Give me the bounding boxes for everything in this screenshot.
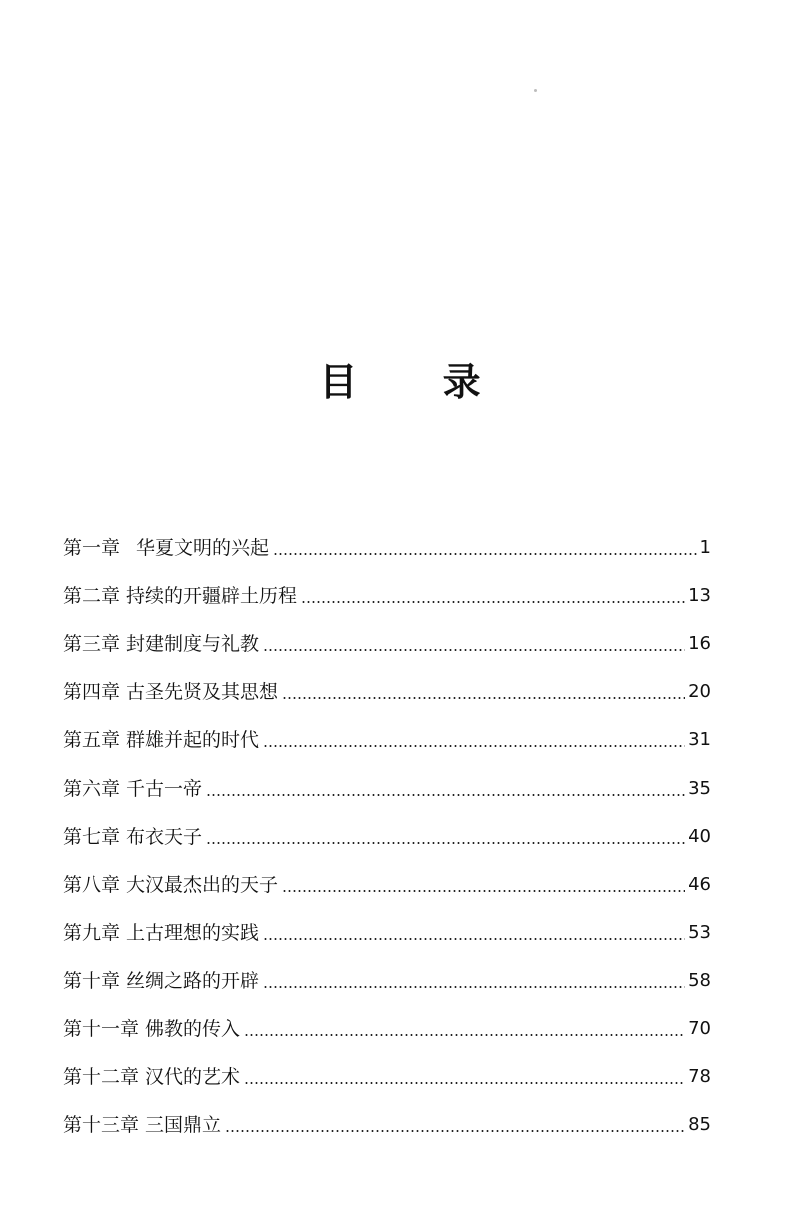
chapter-number: 第二章 — [63, 585, 121, 608]
page-number: 16 — [688, 633, 711, 655]
dot-leader — [263, 986, 685, 988]
chapter-title: 古圣先贤及其思想 — [126, 681, 279, 704]
toc-list — [63, 514, 711, 1139]
dot-leader — [206, 794, 685, 796]
page-number: 35 — [688, 777, 711, 799]
chapter-title: 三国鼎立 — [145, 1114, 222, 1137]
page-number: 1 — [699, 537, 711, 559]
dot-leader — [273, 553, 697, 555]
dot-leader — [244, 1082, 685, 1084]
chapter-number: 第六章 — [63, 777, 121, 800]
dot-leader — [263, 649, 685, 651]
chapter-title: 丝绸之路的开辟 — [126, 969, 260, 992]
dot-leader — [206, 842, 685, 844]
chapter-title: 封建制度与礼教 — [126, 633, 260, 656]
page-number: 58 — [688, 969, 711, 991]
chapter-number: 第十三章 — [63, 1114, 140, 1137]
toc-entry[interactable] — [63, 610, 711, 658]
toc-entry[interactable] — [63, 754, 711, 802]
chapter-number: 第十一章 — [63, 1018, 140, 1041]
chapter-number: 第十二章 — [63, 1066, 140, 1089]
page-number: 46 — [688, 873, 711, 895]
dot-leader — [282, 890, 685, 892]
toc-entry[interactable] — [63, 514, 711, 562]
toc-entry[interactable] — [63, 803, 711, 851]
page-number: 70 — [688, 1018, 711, 1040]
chapter-title: 上古理想的实践 — [126, 921, 260, 944]
chapter-title: 佛教的传入 — [145, 1018, 241, 1041]
page-number: 85 — [688, 1114, 711, 1136]
dot-leader — [244, 1034, 685, 1036]
chapter-title: 布衣天子 — [126, 825, 203, 848]
page-number: 53 — [688, 921, 711, 943]
page-number: 40 — [688, 825, 711, 847]
toc-entry[interactable] — [63, 1091, 711, 1139]
dot-leader — [263, 745, 685, 747]
page-number: 31 — [688, 729, 711, 751]
chapter-number: 第七章 — [63, 825, 121, 848]
chapter-title: 持续的开疆辟土历程 — [126, 585, 298, 608]
chapter-number: 第四章 — [63, 681, 121, 704]
chapter-title: 大汉最杰出的天子 — [126, 873, 279, 896]
chapter-title: 千古一帝 — [126, 777, 203, 800]
toc-entry[interactable] — [63, 562, 711, 610]
toc-entry[interactable] — [63, 899, 711, 947]
dot-leader — [225, 1130, 685, 1132]
page-number: 13 — [688, 585, 711, 607]
chapter-number: 第五章 — [63, 729, 121, 752]
toc-title: 目 录 — [319, 360, 517, 404]
toc-entry[interactable] — [63, 706, 711, 754]
paper-speck — [534, 89, 537, 92]
chapter-title: 汉代的艺术 — [145, 1066, 241, 1089]
chapter-number: 第九章 — [63, 921, 121, 944]
toc-entry[interactable] — [63, 1043, 711, 1091]
chapter-number: 第三章 — [63, 633, 121, 656]
page-number: 20 — [688, 681, 711, 703]
toc-entry[interactable] — [63, 851, 711, 899]
chapter-title: 群雄并起的时代 — [126, 729, 260, 752]
dot-leader — [282, 697, 685, 699]
chapter-number: 第一章 — [63, 537, 121, 560]
page-number: 78 — [688, 1066, 711, 1088]
dot-leader — [301, 601, 685, 603]
chapter-title: 华夏文明的兴起 — [136, 537, 270, 560]
dot-leader — [263, 938, 685, 940]
toc-entry[interactable] — [63, 995, 711, 1043]
toc-entry[interactable] — [63, 947, 711, 995]
chapter-number: 第八章 — [63, 873, 121, 896]
toc-entry[interactable] — [63, 658, 711, 706]
chapter-number: 第十章 — [63, 969, 121, 992]
